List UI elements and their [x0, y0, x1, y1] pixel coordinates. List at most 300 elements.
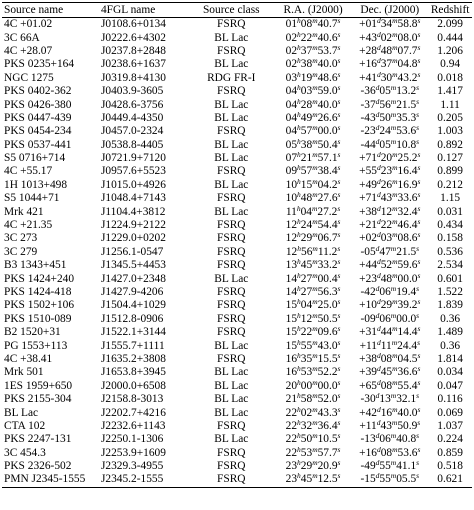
coord-unit: m: [312, 109, 318, 119]
coord-value: 34: [380, 18, 393, 31]
coord-unit: s: [337, 190, 341, 200]
cell-4fgl-name: J0237.8+2848: [100, 44, 166, 57]
coord-value: 13: [379, 393, 391, 406]
cell-source-class: BL Lac: [214, 138, 249, 151]
table-row: [2, 246, 472, 259]
coord-unit: s: [417, 42, 421, 52]
coord-value: 06: [379, 312, 391, 325]
coord-unit: m: [392, 364, 398, 374]
table-body: [2, 18, 472, 488]
cell-source-class: FSRQ: [217, 460, 246, 473]
cell-4fgl-name: J0957.6+5523: [100, 165, 166, 178]
cell-source-name: 3C 273: [4, 232, 38, 245]
coord-value: 26: [380, 178, 393, 191]
cell-redshift: 0.859: [437, 446, 463, 459]
cell-ra: [275, 473, 352, 487]
cell-redshift: 0.116: [437, 393, 463, 406]
cell-redshift: 1.814: [437, 352, 463, 365]
cell-source-class: BL Lac: [214, 205, 249, 218]
table-row: [2, 205, 472, 218]
cell-redshift: 0.434: [437, 219, 463, 232]
header-ra: R.A. (J2000): [275, 3, 352, 18]
cell-source-name: S5 0716+714: [4, 152, 66, 165]
coord-value: 15: [285, 339, 298, 352]
cell-source-class: FSRQ: [217, 18, 246, 31]
cell-source-class: FSRQ: [217, 259, 246, 272]
cell-4fgl-name: J2250.1-1306: [100, 433, 164, 446]
coord-value: 27.6: [317, 192, 338, 205]
coord-unit: s: [337, 243, 341, 253]
coord-value: 38.4: [317, 165, 338, 178]
coord-unit: h: [297, 16, 301, 26]
coord-value: 00.0: [397, 272, 418, 285]
coord-value: 11: [380, 339, 392, 352]
coord-unit: m: [312, 297, 318, 307]
table-row: [2, 45, 472, 58]
coord-value: +23: [359, 272, 377, 285]
coord-value: 12: [300, 312, 313, 325]
coord-unit: s: [416, 136, 420, 146]
coord-unit: s: [417, 176, 421, 186]
coord-value: 35: [300, 352, 313, 365]
coord-value: 04: [300, 299, 313, 312]
coord-value: 04.8: [397, 58, 418, 71]
coord-unit: m: [312, 270, 318, 280]
coord-unit: m: [312, 431, 318, 441]
coord-value: 55: [379, 460, 391, 473]
coord-unit: m: [390, 96, 397, 106]
coord-unit: s: [416, 83, 420, 93]
coord-unit: m: [390, 284, 397, 293]
coord-value: 15.5: [317, 352, 338, 365]
coord-value: 52.2: [317, 366, 338, 379]
coord-value: 03: [300, 85, 313, 98]
coord-unit: m: [392, 444, 398, 454]
cell-source-class: BL Lac: [214, 379, 249, 392]
coord-value: 12.5: [317, 473, 338, 486]
coord-value: 12: [285, 232, 298, 245]
coord-value: 39.2: [397, 299, 418, 312]
cell-source-class: BL Lac: [214, 178, 249, 191]
coord-value: 08.6: [397, 232, 418, 245]
cell-source-class: FSRQ: [217, 85, 246, 98]
coord-value: 09: [285, 165, 298, 178]
coord-unit: s: [337, 136, 341, 146]
coord-unit: d: [376, 364, 381, 374]
coord-value: 57: [300, 165, 313, 178]
coord-unit: m: [392, 69, 398, 79]
header-source-class: Source class: [188, 3, 275, 18]
coord-unit: s: [416, 431, 420, 441]
coord-unit: s: [417, 377, 421, 387]
cell-source-class: BL Lac: [214, 433, 249, 446]
cell-4fgl-name: J2158.8-3013: [100, 393, 164, 406]
coord-value: 04.5: [397, 352, 418, 365]
coord-unit: m: [312, 83, 318, 93]
coord-unit: d: [376, 270, 381, 280]
coord-value: 58.8: [397, 18, 418, 31]
source-table: [2, 2, 472, 488]
coord-unit: s: [337, 377, 341, 387]
coord-unit: h: [297, 284, 301, 293]
coord-unit: d: [375, 123, 380, 133]
coord-value: 29: [300, 232, 313, 245]
cell-4fgl-name: J1504.4+1029: [100, 299, 166, 312]
cell-redshift: 0.031: [437, 205, 463, 218]
coord-value: 01: [285, 18, 298, 31]
coord-unit: d: [376, 257, 381, 267]
coord-unit: h: [297, 230, 301, 240]
coord-value: 09.6: [317, 326, 338, 339]
coord-unit: h: [297, 458, 301, 468]
coord-value: 50.9: [397, 419, 418, 432]
coord-value: 36.4: [317, 419, 338, 432]
coord-value: 06.7: [317, 232, 338, 245]
coord-value: 45: [380, 366, 393, 379]
coord-unit: h: [297, 377, 301, 387]
coord-value: 04.2: [317, 178, 338, 191]
coord-unit: s: [417, 337, 420, 347]
coord-unit: m: [312, 310, 318, 320]
coord-value: 59.6: [397, 259, 418, 272]
coord-unit: s: [416, 391, 420, 401]
cell-source-name: Mrk 421: [4, 205, 44, 218]
coord-value: +65: [359, 379, 377, 392]
header-4fgl-name: 4FGL name: [99, 3, 188, 18]
coord-unit: s: [417, 324, 421, 334]
coord-value: 16: [285, 352, 298, 365]
coord-value: 06: [379, 286, 391, 298]
coord-value: 00.4: [317, 272, 338, 285]
coord-value: 21: [300, 152, 313, 165]
coord-unit: s: [416, 310, 420, 320]
coord-unit: s: [337, 431, 341, 441]
coord-value: 53.7: [317, 44, 338, 57]
coord-value: 52.0: [317, 393, 338, 406]
table-row: [2, 460, 472, 473]
coord-unit: m: [312, 284, 318, 293]
coord-value: 50.4: [317, 138, 338, 151]
cell-redshift: 0.518: [437, 460, 463, 473]
cell-source-name: 1ES 1959+650: [4, 379, 73, 392]
cell-4fgl-name: J2253.9+1609: [100, 446, 166, 459]
cell-4fgl-name: J0428.6-3756: [100, 98, 164, 111]
table-row: [2, 98, 472, 111]
coord-unit: h: [297, 444, 301, 454]
coord-value: 46.4: [397, 219, 418, 232]
coord-unit: d: [375, 83, 380, 93]
cell-4fgl-name: J0538.8-4405: [100, 138, 164, 151]
coord-value: 05: [379, 138, 391, 151]
cell-dec: [351, 473, 428, 487]
coord-unit: h: [297, 217, 301, 227]
cell-source-class: FSRQ: [217, 219, 246, 232]
coord-unit: m: [391, 337, 398, 347]
coord-unit: m: [312, 243, 318, 253]
cell-source-name: 4C +01.02: [4, 18, 53, 31]
table-row: [2, 406, 472, 419]
cell-redshift: 1.489: [437, 326, 463, 339]
coord-value: 54.4: [317, 219, 338, 232]
coord-unit: s: [416, 123, 420, 133]
cell-4fgl-name: J1104.4+3812: [100, 205, 166, 218]
coord-unit: m: [312, 391, 318, 401]
cell-redshift: 0.127: [437, 152, 463, 165]
coord-value: 37: [380, 58, 393, 71]
coord-value: 48: [380, 272, 393, 285]
cell-4fgl-name: J1015.0+4926: [100, 178, 166, 191]
coord-value: 00.0: [317, 125, 338, 138]
table-row: [2, 232, 472, 245]
coord-value: 12: [285, 219, 298, 232]
cell-redshift: 1.15: [440, 192, 461, 205]
coord-value: 32: [300, 419, 313, 432]
coord-value: +55: [359, 165, 377, 178]
cell-source-class: FSRQ: [217, 232, 246, 245]
coord-value: 16: [380, 406, 393, 419]
table-row: [2, 165, 472, 178]
cell-redshift: 1.839: [437, 299, 463, 312]
coord-unit: d: [375, 243, 380, 253]
coord-value: -36: [360, 85, 376, 98]
coord-unit: m: [312, 29, 318, 39]
coord-value: 43.3: [317, 406, 338, 419]
coord-unit: m: [392, 42, 398, 52]
coord-unit: d: [376, 163, 381, 173]
cell-source-class: FSRQ: [188, 473, 275, 487]
coord-value: 22: [285, 406, 298, 419]
coord-value: 00: [300, 379, 313, 392]
coord-unit: d: [376, 444, 381, 454]
cell-source-name: B2 1520+31: [4, 326, 61, 339]
coord-value: 55.4: [397, 379, 418, 392]
cell-redshift: 0.205: [437, 111, 463, 124]
coord-value: 57.1: [317, 152, 338, 165]
coord-value: 28: [300, 98, 313, 111]
coord-unit: h: [297, 243, 301, 253]
coord-unit: s: [337, 444, 341, 454]
coord-unit: m: [390, 243, 397, 253]
cell-redshift: 0.899: [437, 165, 463, 178]
coord-value: 48: [380, 44, 393, 57]
header-source-name: Source name: [2, 3, 99, 18]
coord-value: 19: [300, 71, 313, 84]
coord-unit: s: [416, 96, 420, 106]
cell-source-class: FSRQ: [217, 419, 246, 432]
table-row: [2, 393, 472, 406]
cell-4fgl-name: J2202.7+4216: [100, 406, 166, 419]
coord-unit: m: [390, 83, 397, 93]
cell-4fgl-name: J1512.8-0906: [100, 312, 164, 325]
coord-unit: d: [376, 230, 381, 240]
coord-value: -30: [360, 393, 376, 406]
cell-4fgl-name: J2345.2-1555: [99, 473, 188, 487]
header-redshift: Redshift: [428, 3, 472, 18]
coord-unit: d: [376, 417, 381, 427]
coord-value: 53: [300, 446, 313, 459]
coord-value: 22: [300, 31, 313, 44]
coord-value: +28: [359, 44, 377, 57]
coord-value: +10: [359, 299, 377, 312]
table-row: [2, 353, 472, 366]
coord-value: 25.0: [317, 299, 338, 312]
coord-unit: s: [417, 203, 421, 213]
table-row: [2, 125, 472, 138]
coord-value: 08: [380, 379, 393, 392]
coord-value: 04: [285, 111, 298, 124]
coord-unit: m: [392, 217, 398, 227]
coord-unit: s: [417, 404, 421, 414]
coord-unit: m: [312, 458, 318, 468]
coord-unit: d: [376, 42, 381, 52]
coord-value: 24.4: [397, 339, 418, 352]
coord-unit: h: [297, 391, 301, 401]
coord-value: +16: [359, 58, 377, 71]
coord-unit: h: [297, 417, 301, 427]
coord-value: 43.2: [397, 71, 418, 84]
cell-redshift: 1.11: [440, 98, 460, 111]
coord-unit: m: [390, 471, 397, 481]
table-row: [2, 313, 472, 326]
cell-4fgl-name: J1653.8+3945: [100, 366, 166, 379]
table-row: [2, 420, 472, 433]
coord-value: 05: [285, 138, 298, 151]
coord-value: 22: [285, 446, 298, 459]
cell-source-class: BL Lac: [214, 111, 249, 124]
cell-4fgl-name: J0403.9-3605: [100, 85, 164, 98]
coord-value: 55: [300, 339, 313, 352]
coord-unit: h: [297, 56, 301, 66]
coord-unit: h: [297, 29, 301, 39]
coord-unit: s: [337, 310, 341, 320]
coord-unit: s: [417, 230, 421, 240]
coord-unit: s: [337, 270, 341, 280]
coord-unit: s: [416, 458, 420, 468]
cell-source-name: 4C +55.17: [4, 165, 53, 178]
cell-4fgl-name: J0238.6+1637: [100, 58, 166, 71]
coord-value: 27: [300, 272, 313, 285]
cell-redshift: 0.444: [437, 31, 463, 44]
cell-4fgl-name: J0449.4-4350: [100, 111, 164, 124]
coord-unit: s: [337, 203, 341, 213]
coord-unit: s: [417, 257, 421, 267]
table-row: [2, 219, 472, 232]
coord-value: 53.6: [396, 125, 417, 138]
table-row: [2, 366, 472, 379]
coord-value: 00.0: [396, 312, 417, 325]
coord-value: 14: [285, 286, 298, 298]
coord-unit: m: [390, 136, 397, 146]
coord-unit: s: [337, 83, 341, 93]
cell-redshift: 1.003: [437, 125, 463, 138]
coord-unit: s: [337, 56, 341, 66]
coord-unit: h: [297, 96, 301, 106]
coord-unit: m: [312, 444, 318, 454]
coord-unit: d: [376, 377, 381, 387]
coord-value: 22: [300, 326, 313, 339]
cell-source-name: 1H 1013+498: [4, 178, 68, 191]
coord-unit: m: [312, 471, 318, 481]
coord-unit: s: [337, 42, 341, 52]
coord-value: 02: [285, 58, 298, 71]
cell-source-name: 3C 454.3: [4, 446, 46, 459]
coord-value: -13: [360, 433, 376, 446]
cell-4fgl-name: J1635.2+3808: [100, 352, 166, 365]
coord-value: 56: [301, 245, 313, 258]
coord-value: 32.1: [396, 393, 417, 406]
coord-value: 13.2: [396, 85, 417, 98]
coord-value: -49: [360, 460, 376, 473]
cell-source-class: BL Lac: [214, 393, 249, 406]
coord-unit: s: [337, 96, 341, 106]
coord-unit: s: [337, 404, 341, 414]
coord-unit: m: [392, 297, 398, 307]
cell-4fgl-name: J1555.7+1111: [100, 339, 165, 352]
coord-unit: h: [297, 337, 301, 347]
coord-value: 57: [300, 125, 313, 138]
coord-value: 57.7: [317, 446, 338, 459]
coord-value: 24: [379, 125, 391, 138]
coord-unit: h: [297, 42, 301, 52]
cell-4fgl-name: J1427.0+2348: [100, 272, 166, 285]
coord-unit: m: [390, 458, 397, 468]
coord-unit: h: [297, 350, 301, 360]
coord-value: 33.6: [397, 192, 418, 205]
coord-value: 10: [285, 192, 298, 205]
coord-unit: s: [337, 337, 341, 347]
cell-4fgl-name: J1522.1+3144: [100, 326, 166, 339]
table-row: [2, 473, 472, 487]
coord-unit: m: [312, 230, 318, 240]
coord-unit: s: [417, 417, 421, 427]
cell-redshift: 0.212: [437, 178, 463, 191]
cell-source-class: FSRQ: [217, 312, 246, 325]
coord-value: 32.4: [397, 205, 418, 218]
coord-unit: m: [392, 190, 398, 200]
coord-value: 24: [300, 219, 313, 232]
coord-unit: m: [392, 324, 398, 334]
coord-value: 12: [285, 245, 298, 258]
cell-redshift: 0.069: [437, 406, 463, 419]
coord-unit: m: [391, 417, 398, 427]
coord-unit: s: [337, 69, 341, 79]
coord-unit: d: [375, 284, 380, 293]
table-row: [2, 192, 472, 205]
coord-value: 23: [380, 165, 393, 178]
table-row: [2, 259, 472, 272]
table-row: [2, 58, 472, 71]
cell-source-class: BL Lac: [214, 98, 249, 111]
coord-value: 44: [380, 326, 393, 339]
coord-unit: s: [337, 471, 341, 481]
coord-unit: m: [312, 176, 318, 186]
coord-unit: s: [417, 150, 421, 160]
coord-value: 06: [379, 433, 391, 446]
coord-unit: h: [297, 297, 301, 307]
coord-value: 22: [285, 419, 298, 432]
coord-unit: h: [297, 136, 301, 146]
coord-unit: s: [337, 324, 341, 334]
coord-value: -15: [360, 473, 376, 486]
coord-value: 38: [300, 58, 313, 71]
table-row: [2, 339, 472, 352]
cell-source-name: B3 1343+451: [4, 259, 67, 272]
coord-unit: s: [417, 190, 421, 200]
coord-value: 00.0: [317, 379, 338, 392]
coord-unit: h: [297, 109, 301, 119]
coord-unit: h: [297, 69, 301, 79]
coord-value: 07: [285, 152, 298, 165]
